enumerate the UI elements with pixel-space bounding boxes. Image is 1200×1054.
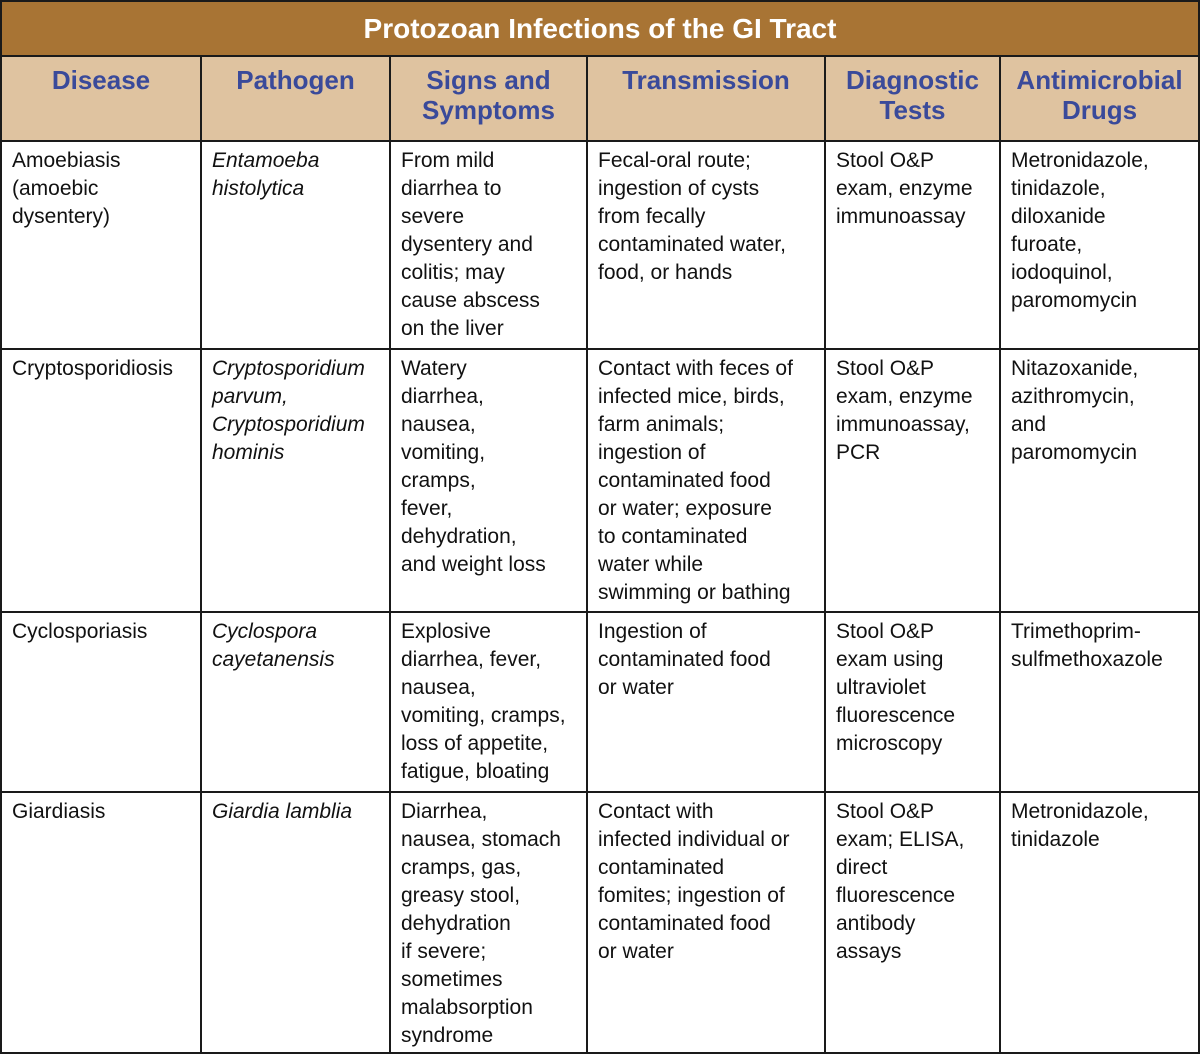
cell-disease: Cryptosporidiosis	[2, 349, 201, 612]
cell-pathogen: Cyclospora cayetanensis	[201, 612, 390, 792]
header-antimicrobial-drugs: Antimicrobial Drugs	[1000, 57, 1198, 141]
cell-drugs: Metronidazole, tinidazole, diloxanide furoate, iodoquinol, paromomycin	[1000, 141, 1198, 349]
cell-tests: Stool O&P exam, enzyme immunoassay, PCR	[825, 349, 1000, 612]
cell-tests: Stool O&P exam; ELISA, direct fluorescence antibody assays	[825, 792, 1000, 1054]
table-row-cryptosporidiosis	[2, 349, 1198, 612]
cell-signs: Watery diarrhea, nausea, vomiting, cramps, fever, dehydration, and weight loss	[390, 349, 587, 612]
cell-disease: Giardiasis	[2, 792, 201, 1054]
header-signs-and-symptoms: Signs and Symptoms	[390, 57, 587, 141]
infections-table	[2, 57, 1198, 1054]
cell-pathogen: Entamoeba histolytica	[201, 141, 390, 349]
cell-signs: From mild diarrhea to severe dysentery and colitis; may cause abscess on the liver	[390, 141, 587, 349]
cell-signs: Diarrhea, nausea, stomach cramps, gas, greasy stool, dehydration if severe; sometimes malabsorption syndrome	[390, 792, 587, 1054]
cell-disease: Cyclosporiasis	[2, 612, 201, 792]
header-row	[2, 57, 1198, 141]
cell-tests: Stool O&P exam using ultraviolet fluorescence microscopy	[825, 612, 1000, 792]
cell-transmission: Contact with feces of infected mice, birds, farm animals; ingestion of contaminated food or water; exposure to contaminated water while swimming or bathing	[587, 349, 825, 612]
header-diagnostic-tests: Diagnostic Tests	[825, 57, 1000, 141]
cell-pathogen: Cryptosporidium parvum, Cryptosporidium hominis	[201, 349, 390, 612]
header-transmission: Transmission	[587, 57, 825, 141]
cell-transmission: Ingestion of contaminated food or water	[587, 612, 825, 792]
header-pathogen: Pathogen	[201, 57, 390, 141]
cell-drugs: Metronidazole, tinidazole	[1000, 792, 1198, 1054]
header-disease: Disease	[2, 57, 201, 141]
cell-signs: Explosive diarrhea, fever, nausea, vomiting, cramps, loss of appetite, fatigue, bloating	[390, 612, 587, 792]
table-row-amoebiasis	[2, 141, 1198, 349]
cell-tests: Stool O&P exam, enzyme immunoassay	[825, 141, 1000, 349]
cell-drugs: Trimethoprim- sulfmethoxazole	[1000, 612, 1198, 792]
cell-pathogen: Giardia lamblia	[201, 792, 390, 1054]
table-title: Protozoan Infections of the GI Tract	[2, 2, 1198, 57]
cell-transmission: Fecal-oral route; ingestion of cysts from fecally contaminated water, food, or hands	[587, 141, 825, 349]
table-row-cyclosporiasis	[2, 612, 1198, 792]
cell-disease: Amoebiasis (amoebic dysentery)	[2, 141, 201, 349]
cell-transmission: Contact with infected individual or contaminated fomites; ingestion of contaminated food or water	[587, 792, 825, 1054]
cell-drugs: Nitazoxanide, azithromycin, and paromomycin	[1000, 349, 1198, 612]
table-row-giardiasis	[2, 792, 1198, 1054]
